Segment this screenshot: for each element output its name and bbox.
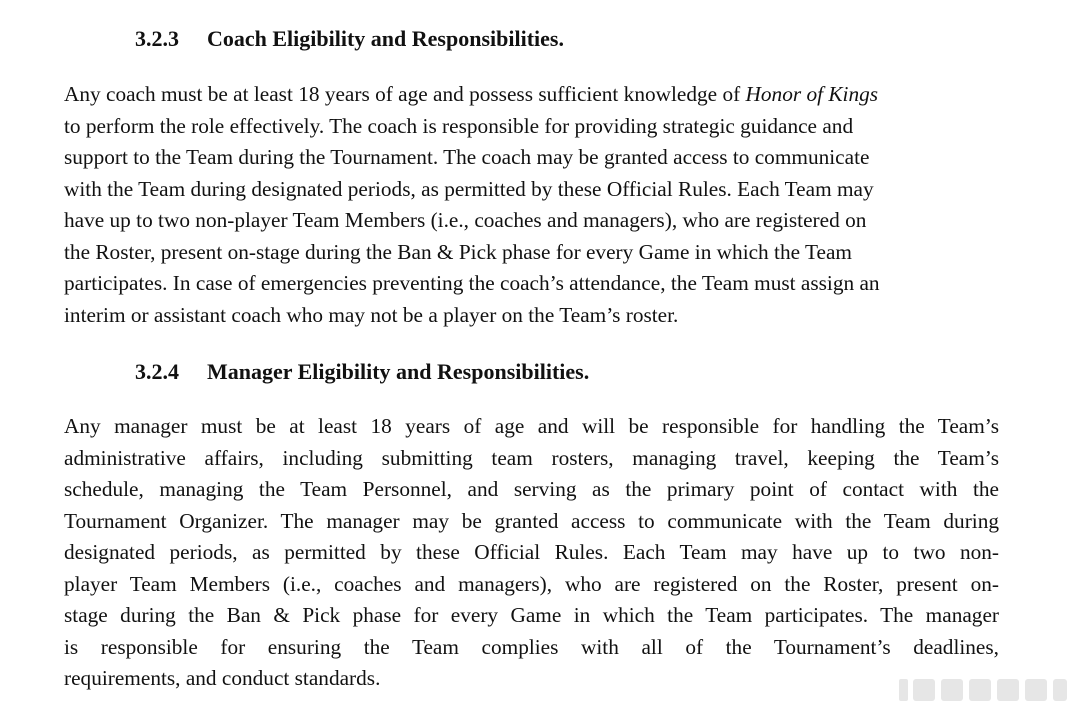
paragraph-line xyxy=(64,79,999,111)
paragraph-line: Any manager must be at least 18 years of age and will be responsible for handling the Team’s xyxy=(64,414,999,438)
paragraph-line: have up to two non-player Team Members (i.e., coaches and managers), who are registered on xyxy=(64,208,867,232)
image-watermark-icon xyxy=(897,676,1069,704)
section-title: Coach Eligibility and Responsibilities. xyxy=(207,26,564,51)
section-number: 3.2.3 xyxy=(135,26,179,51)
line-text: Any coach must be at least 18 years of age and possess sufficient knowledge of xyxy=(64,82,746,106)
paragraph-line: stage during the Ban & Pick phase for every Game in which the Team participates. The manager xyxy=(64,603,999,627)
paragraph-line: designated periods, as permitted by these Official Rules. Each Team may have up to two non- xyxy=(64,540,999,564)
paragraph-line: support to the Team during the Tournament. The coach may be granted access to communicate xyxy=(64,145,870,169)
paragraph-line: interim or assistant coach who may not be a player on the Team’s roster. xyxy=(64,302,679,327)
paragraph-line: is responsible for ensuring the Team complies with all of the Tournament’s deadlines, xyxy=(64,634,999,659)
paragraph-line: participates. In case of emergencies preventing the coach’s attendance, the Team must assign an xyxy=(64,271,880,295)
paragraph-line: administrative affairs, including submitting team rosters, managing travel, keeping the Team’s xyxy=(64,445,999,470)
section-heading-3-2-4 xyxy=(135,359,589,385)
paragraph-line: with the Team during designated periods, as permitted by these Official Rules. Each Team may xyxy=(64,176,874,201)
section-number: 3.2.4 xyxy=(135,359,179,384)
manager-paragraph xyxy=(64,411,999,695)
paragraph-line: player Team Members (i.e., coaches and managers), who are registered on the Roster, present on- xyxy=(64,571,999,596)
paragraph-line: to perform the role effectively. The coach is responsible for providing strategic guidance and xyxy=(64,113,854,138)
paragraph-line: the Roster, present on-stage during the Ban & Pick phase for every Game in which the Team xyxy=(64,239,852,264)
section-title: Manager Eligibility and Responsibilities. xyxy=(207,359,590,384)
game-title-italic: Honor of Kings xyxy=(745,82,879,106)
section-heading-3-2-3 xyxy=(135,26,564,52)
paragraph-line: schedule, managing the Team Personnel, and serving as the primary point of contact with the xyxy=(64,477,999,501)
paragraph-line: Tournament Organizer. The manager may be granted access to communicate with the Team during xyxy=(64,508,999,533)
paragraph-line: requirements, and conduct standards. xyxy=(64,666,381,690)
coach-paragraph xyxy=(64,79,999,331)
